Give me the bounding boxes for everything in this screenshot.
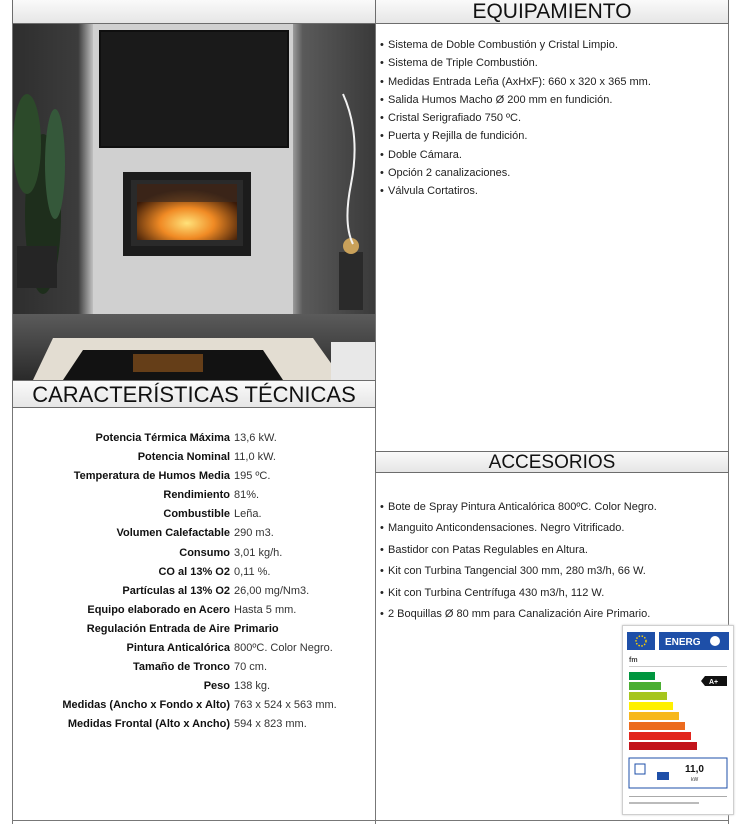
list-item: • Cristal Serigrafiado 750 ºC. [380,109,651,127]
spec-row [14,715,374,734]
spec-row [14,601,374,620]
accesorios-header: ACCESORIOS [375,451,729,473]
energy-power-unit: kW [691,777,699,783]
frame-line-middle [375,0,376,824]
list-item: • Kit con Turbina Tangencial 300 mm, 280 m3/h, 66 W. [380,561,657,582]
spec-label: Tamaño de Tronco [133,661,230,674]
spec-label: Consumo [179,546,230,559]
spec-label: Equipo elaborado en Acero [87,603,230,616]
spec-label: Medidas (Ancho x Fondo x Alto) [62,699,230,712]
eu-flag-icon [627,632,655,650]
spec-row [14,448,374,467]
spec-value: 195 ºC. [234,470,271,483]
spec-row [14,639,374,658]
spec-row [14,582,374,601]
list-item: • Sistema de Triple Combustión. [380,54,651,72]
energy-brand-text: ENERG [665,637,701,648]
spec-row [14,486,374,505]
list-item: • Kit con Turbina Centrífuga 430 m3/h, 112 W. [380,583,657,604]
spec-value: 138 kg. [234,680,271,693]
spec-value: 594 x 823 mm. [234,718,307,731]
energy-logo-text: fm [629,657,638,664]
spec-label: Combustible [163,508,230,521]
list-item: • Medidas Entrada Leña (AxHxF): 660 x 320 x 365 mm. [380,73,651,91]
caracteristicas-header: CARACTERÍSTICAS TÉCNICAS [12,380,376,408]
spec-value: 0,11 %. [234,565,271,578]
spec-value: 11,0 kW. [234,451,276,464]
spec-value: 800ºC. Color Negro. [234,642,333,655]
frame-line-bottom [12,820,729,821]
fireplace-scene-image [13,24,375,380]
header-blank-left [12,0,376,24]
list-item: • Bote de Spray Pintura Anticalórica 800ºC. Color Negro. [380,497,657,518]
spec-label: CO al 13% O2 [158,565,230,578]
spec-value: Primario [234,622,279,635]
specs-table [14,429,374,735]
spec-row [14,544,374,563]
spec-row [14,429,374,448]
spec-row [14,563,374,582]
energy-label-graphic [623,626,733,814]
radiator-icon [635,764,645,774]
energy-power-value: 11,0 [685,764,704,775]
spec-row [14,677,374,696]
list-item: • Salida Humos Macho Ø 200 mm en fundición. [380,91,651,109]
accesorios-list [380,497,657,625]
list-item: • Opción 2 canalizaciones. [380,164,651,182]
spec-value: 81%. [234,489,260,502]
equipamiento-header: EQUIPAMIENTO [375,0,729,24]
spec-label: Rendimiento [163,489,230,502]
stove-icon [657,772,669,780]
spec-value: Leña. [234,508,262,521]
list-item: • Bastidor con Patas Regulables en Altura. [380,540,657,561]
spec-value: Hasta 5 mm. [234,603,297,616]
spec-row [14,505,374,524]
spec-label: Peso [203,680,230,693]
spec-label: Partículas al 13% O2 [122,584,230,597]
spec-label: Potencia Nominal [137,451,230,464]
spec-value: 290 m3. [234,527,274,540]
energy-label [622,625,734,815]
list-item: • Manguito Anticondensaciones. Negro Vitrificado. [380,518,657,539]
spec-label: Volumen Calefactable [116,527,230,540]
spec-row [14,696,374,715]
spec-row [14,524,374,543]
spec-label: Regulación Entrada de Aire [86,622,230,635]
list-item: • Válvula Cortatiros. [380,182,651,200]
list-item: • 2 Boquillas Ø 80 mm para Canalización Aire Primario. [380,604,657,625]
spec-value: 70 cm. [234,661,268,674]
spec-label: Medidas Frontal (Alto x Ancho) [67,718,230,731]
spec-value: 763 x 524 x 563 mm. [234,699,337,712]
spec-row [14,467,374,486]
spec-value: 13,6 kW. [234,432,277,444]
list-item: • Puerta y Rejilla de fundición. [380,127,651,145]
spec-label: Potencia Térmica Máxima [95,432,230,444]
equipamiento-list [380,36,651,201]
product-photo [13,24,375,380]
spec-label: Temperatura de Humos Media [73,470,230,483]
list-item: • Sistema de Doble Combustión y Cristal Limpio. [380,36,651,54]
spec-label: Pintura Anticalórica [126,642,230,655]
spec-row [14,620,374,639]
spec-value: 3,01 kg/h. [234,546,283,559]
spec-value: 26,00 mg/Nm3. [234,584,310,597]
energy-rating-text: A+ [709,679,719,686]
spec-row [14,658,374,677]
list-item: • Doble Cámara. [380,146,651,164]
